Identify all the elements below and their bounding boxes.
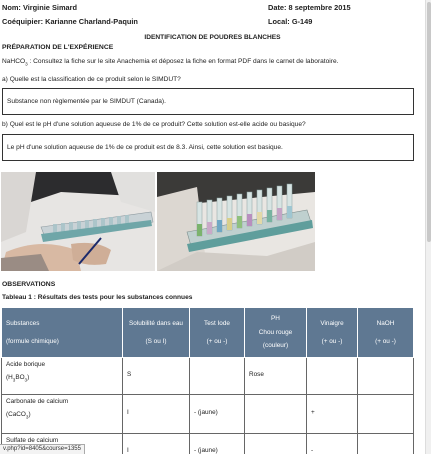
cell-vinegar — [307, 358, 358, 395]
room-number: Local: G-149 — [268, 17, 313, 26]
document-title: IDENTIFICATION DE POUDRES BLANCHES — [144, 34, 281, 41]
lab-photo-test-tubes — [157, 172, 315, 271]
table-header-row — [2, 308, 414, 358]
answer-a-text: Substance non règlementée par le SIMDUT (Canada). — [7, 98, 166, 105]
row-substance: Sulfate de calcium — [2, 434, 123, 454]
question-a: a) Quelle est la classification de ce produit selon le SIMDUT? — [2, 76, 181, 83]
answer-a-box — [2, 88, 414, 115]
answer-b-text: Le pH d'une solution aqueuse de 1% de ce produit est de 8.3. Ainsi, cette solution est basique. — [7, 144, 283, 151]
scrollbar-thumb[interactable] — [427, 2, 431, 242]
col-ph: PH Chou rouge (couleur) — [245, 308, 307, 358]
cell-iodine: - (jaune) — [190, 434, 245, 454]
col-vinegar: Vinaigre (+ ou -) — [307, 308, 358, 358]
cell-ph — [245, 434, 307, 454]
col-naoh: NaOH (+ ou -) — [358, 308, 414, 358]
partner-name: Coéquipier: Karianne Charland-Paquin — [2, 17, 138, 26]
cell-ph: Rose — [245, 358, 307, 395]
preparation-intro: NaHCO$_3$ : Consultez la fiche sur le site Anachemia et déposez la fiche en format PDF dans le carnet de laboratoire. — [2, 58, 339, 67]
row-substance: Acide borique $(H_3BO_3)$ — [2, 358, 123, 395]
col-iodine: Test Iode (+ ou -) — [190, 308, 245, 358]
status-bar-url: v.php?id=8405&course=1355 — [0, 444, 85, 454]
lab-photo-labeling — [1, 172, 155, 271]
cell-ph — [245, 395, 307, 434]
answer-b-box — [2, 134, 414, 161]
student-name: Nom: Virginie Simard — [2, 3, 78, 12]
col-solubility: Solubilité dans eau (S ou I) — [123, 308, 190, 358]
cell-naoh — [358, 358, 414, 395]
table-row — [2, 358, 414, 395]
vertical-scrollbar[interactable] — [425, 0, 431, 454]
cell-solubility: S — [123, 358, 190, 395]
lab-photo-test-tubes-image — [157, 172, 315, 271]
table-caption: Tableau 1 : Résultats des tests pour les substances connues — [2, 294, 193, 301]
row-substance: Carbonate de calcium (CaCO$_3$) — [2, 395, 123, 434]
col-substances: Substances (formule chimique) — [2, 308, 123, 358]
cell-iodine: - (jaune) — [190, 395, 245, 434]
cell-vinegar: - — [307, 434, 358, 454]
cell-iodine — [190, 358, 245, 395]
observations-heading: OBSERVATIONS — [2, 281, 56, 288]
cell-solubility: I — [123, 434, 190, 454]
preparation-heading: PRÉPARATION DE L'EXPÉRIENCE — [2, 44, 114, 51]
results-table — [1, 307, 414, 454]
report-date: Date: 8 septembre 2015 — [268, 3, 351, 12]
cell-naoh — [358, 434, 414, 454]
question-b: b) Quel est le pH d'une solution aqueuse de 1% de ce produit? Cette solution est-elle acide ou basique? — [2, 121, 306, 128]
cell-solubility: I — [123, 395, 190, 434]
table-row — [2, 395, 414, 434]
cell-naoh — [358, 395, 414, 434]
cell-vinegar: + — [307, 395, 358, 434]
lab-photo-labeling-image — [1, 172, 155, 271]
